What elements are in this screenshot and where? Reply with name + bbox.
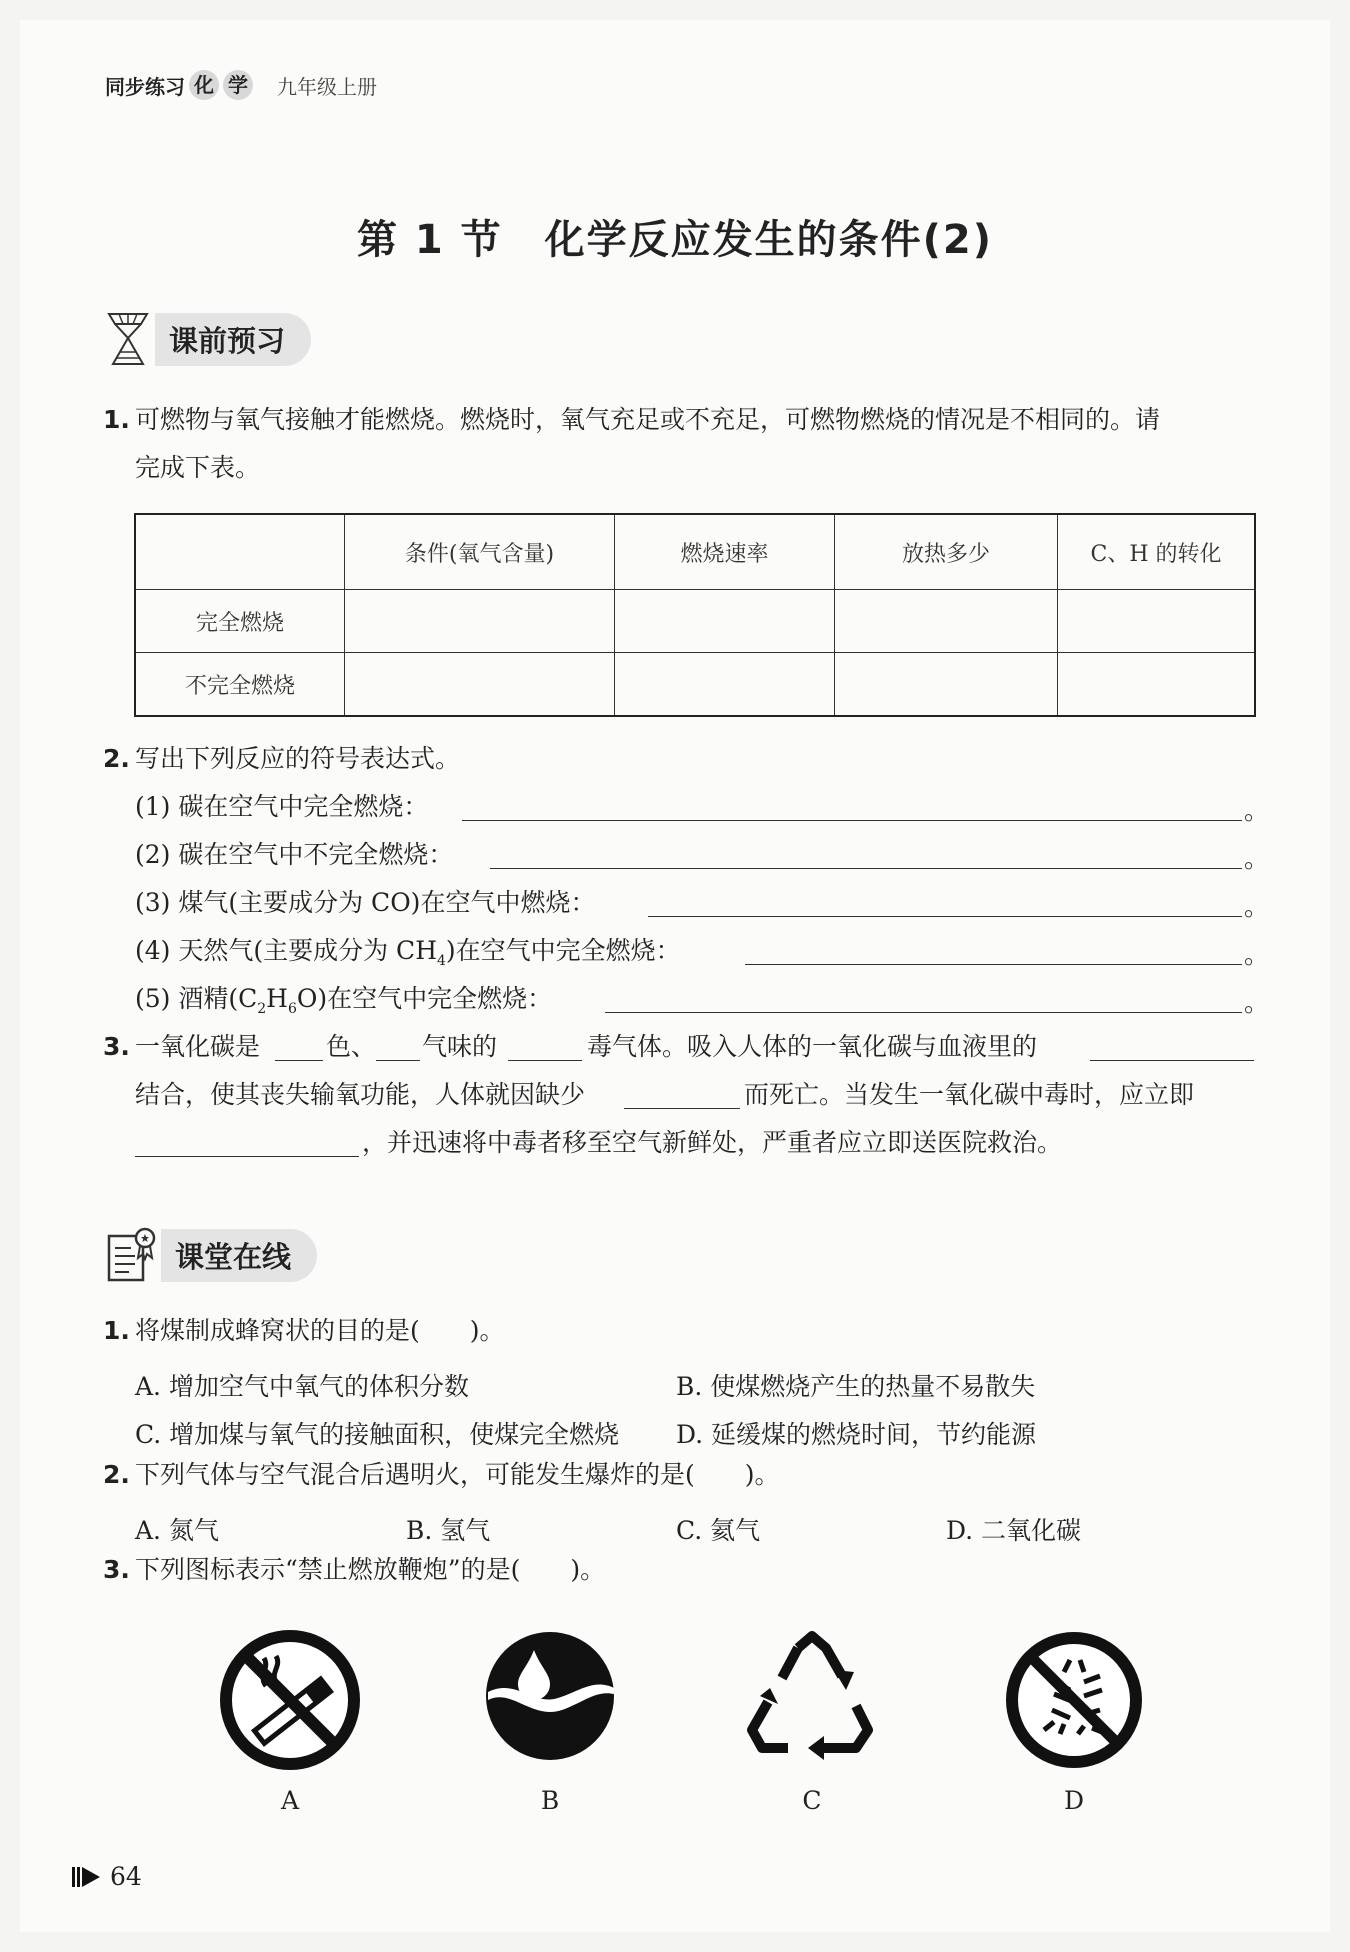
subject-char-2: 学: [223, 70, 253, 100]
q2-item-2: (2) 碳在空气中不完全燃烧：: [135, 840, 454, 869]
question-text: 下列气体与空气混合后遇明火，可能发生爆炸的是( )。: [135, 1460, 780, 1489]
q2-item-end: 。: [1244, 796, 1270, 825]
no-firecrackers-icon[interactable]: [1004, 1630, 1144, 1770]
page-number: 64: [110, 1862, 142, 1891]
preview-q3-line1: [103, 1023, 260, 1071]
question-number: 3.: [103, 1555, 130, 1584]
no-smoking-icon[interactable]: [218, 1628, 362, 1772]
question-number: 1.: [103, 1316, 130, 1345]
q2-item-3: (3) 煤气(主要成分为 CO)在空气中燃烧：: [135, 888, 596, 917]
table-header-cell: C、H 的转化: [1058, 514, 1256, 590]
diamond-hourglass-icon: [105, 308, 151, 370]
question-number: 2.: [103, 1460, 130, 1489]
option-b[interactable]: B. 氢气: [406, 1516, 491, 1545]
sign-label-d: D: [1063, 1786, 1085, 1815]
table-cell[interactable]: [345, 653, 615, 717]
page-title: 第 1 节 化学反应发生的条件(2): [356, 217, 994, 263]
q3-text: 而死亡。当发生一氧化碳中毒时，应立即: [744, 1080, 1195, 1109]
option-c[interactable]: C. 氦气: [676, 1516, 761, 1545]
answer-blank[interactable]: [624, 1108, 740, 1109]
option-c[interactable]: C. 增加煤与氧气的接触面积，使煤完全燃烧: [135, 1420, 620, 1449]
q2-item-text: (4) 天然气(主要成分为 CH: [135, 936, 437, 965]
q3-text: 一氧化碳是: [135, 1032, 261, 1061]
section-preview-heading: [105, 308, 311, 370]
answer-blank[interactable]: [1090, 1060, 1254, 1061]
table-cell[interactable]: [835, 590, 1058, 653]
table-header-cell: [135, 514, 345, 590]
table-row-label: 不完全燃烧: [135, 653, 345, 717]
table-header-cell: 放热多少: [835, 514, 1058, 590]
grade-label: 九年级上册: [277, 74, 377, 99]
q2-item-end: 。: [1244, 892, 1270, 921]
q2-item-text: O)在空气中完全燃烧：: [296, 984, 553, 1013]
table-cell[interactable]: [835, 653, 1058, 717]
q2-item-text: )在空气中完全燃烧：: [445, 936, 681, 965]
answer-blank[interactable]: [376, 1060, 420, 1061]
answer-blank[interactable]: [745, 964, 1242, 965]
class-q3: [103, 1546, 605, 1594]
water-saving-icon[interactable]: [482, 1628, 618, 1764]
table-cell[interactable]: [345, 590, 615, 653]
option-a[interactable]: A. 增加空气中氧气的体积分数: [135, 1372, 469, 1401]
q3-text: 毒气体。吸入人体的一氧化碳与血液里的: [587, 1032, 1038, 1061]
section-preview-label: 课前预习: [155, 313, 311, 366]
q2-item-text: H: [266, 984, 288, 1013]
table-header-cell: 条件(氧气含量): [345, 514, 615, 590]
q3-text: ，并迅速将中毒者移至空气新鲜处，严重者应立即送医院救治。: [362, 1128, 1063, 1157]
question-number: 3.: [103, 1032, 130, 1061]
preview-q1-cont: 完成下表。: [135, 453, 261, 482]
subscript: 4: [437, 953, 446, 969]
combustion-table: [134, 513, 1256, 717]
option-d[interactable]: D. 延缓煤的燃烧时间，节约能源: [676, 1420, 1037, 1449]
q3-text: 色、: [326, 1032, 377, 1061]
option-a[interactable]: A. 氮气: [135, 1516, 219, 1545]
preview-q2: [103, 735, 460, 783]
q2-item-text: (5) 酒精(C: [135, 984, 258, 1013]
series-name: 同步练习: [105, 74, 185, 99]
sign-label-b: B: [540, 1786, 560, 1815]
answer-blank[interactable]: [508, 1060, 582, 1061]
question-text: 可燃物与氧气接触才能燃烧。燃烧时，氧气充足或不充足，可燃物燃烧的情况是不相同的。请: [135, 405, 1161, 434]
subject-char-1: 化: [189, 70, 219, 100]
subscript: 6: [287, 1001, 297, 1017]
question-text: 写出下列反应的符号表达式。: [135, 744, 461, 773]
q3-text: 结合，使其丧失输氧功能，人体就因缺少: [135, 1080, 586, 1109]
section-class-heading: [105, 1224, 317, 1286]
table-row-label: 完全燃烧: [135, 590, 345, 653]
table-header-cell: 燃烧速率: [615, 514, 835, 590]
section-class-label: 课堂在线: [161, 1229, 317, 1282]
table-row: [135, 653, 1255, 717]
page-header: [105, 70, 377, 100]
q2-item-end: 。: [1244, 940, 1270, 969]
subscript: 2: [257, 1001, 267, 1017]
table-cell[interactable]: [1058, 590, 1256, 653]
q2-item-end: 。: [1244, 988, 1270, 1017]
play-arrow-icon: [72, 1865, 102, 1889]
table-header-row: [135, 514, 1255, 590]
table-cell[interactable]: [615, 590, 835, 653]
table-row: [135, 590, 1255, 653]
page-footer: [72, 1862, 142, 1891]
table-cell[interactable]: [1058, 653, 1256, 717]
option-d[interactable]: D. 二氧化碳: [946, 1516, 1082, 1545]
recycle-icon[interactable]: [742, 1630, 882, 1760]
answer-blank[interactable]: [490, 868, 1242, 869]
answer-blank[interactable]: [648, 916, 1242, 917]
question-text: 将煤制成蜂窝状的目的是( )。: [135, 1316, 505, 1345]
q3-text: 气味的: [422, 1032, 498, 1061]
q2-item-1: (1) 碳在空气中完全燃烧：: [135, 792, 429, 821]
class-q2: [103, 1451, 780, 1499]
sign-label-c: C: [802, 1786, 822, 1815]
question-text: 下列图标表示“禁止燃放鞭炮”的是( )。: [135, 1555, 606, 1584]
option-b[interactable]: B. 使煤燃烧产生的热量不易散失: [676, 1372, 1036, 1401]
answer-blank[interactable]: [462, 820, 1242, 821]
q2-item-end: 。: [1244, 844, 1270, 873]
class-q1: [103, 1307, 505, 1355]
answer-blank[interactable]: [275, 1060, 323, 1061]
question-number: 2.: [103, 744, 130, 773]
table-cell[interactable]: [615, 653, 835, 717]
certificate-icon: [105, 1224, 157, 1286]
sign-label-a: A: [280, 1786, 300, 1815]
question-number: 1.: [103, 405, 130, 434]
preview-q1: [103, 396, 1263, 444]
answer-blank[interactable]: [135, 1156, 359, 1157]
answer-blank[interactable]: [605, 1012, 1242, 1013]
